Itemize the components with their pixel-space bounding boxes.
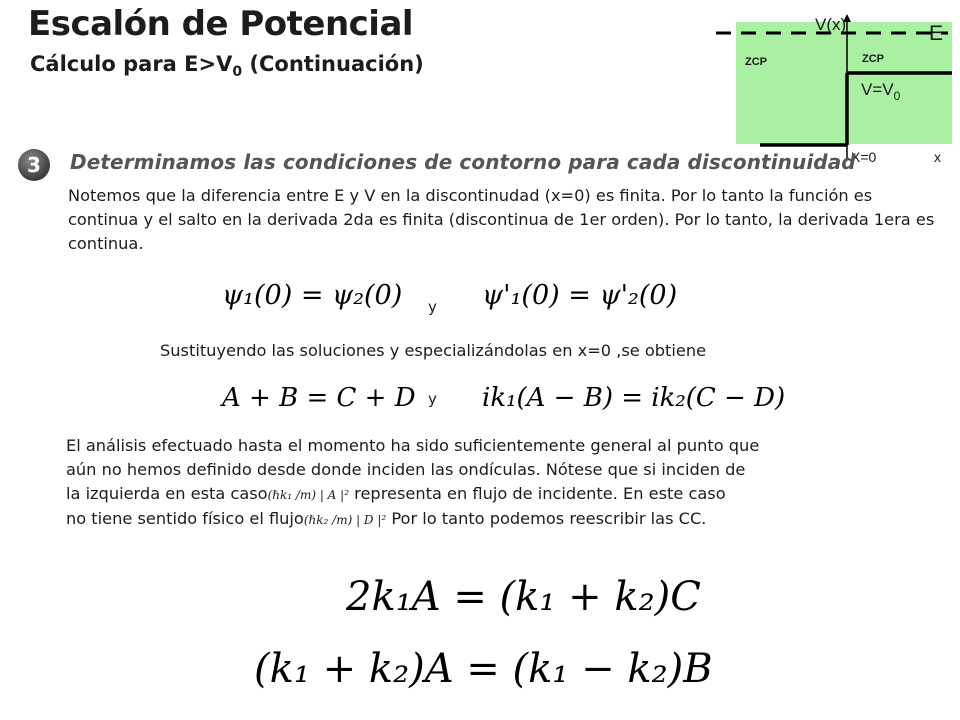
conjunction-y-2: y (428, 390, 437, 408)
flux-line-4b: Por lo tanto podemos reescribir las CC. (386, 509, 707, 528)
equation-derivative-amplitudes: ik₁(A − B) = ik₂(C − D) (482, 383, 786, 413)
paragraph-substitution: Sustituyendo las soluciones y especializándolas en x=0 ,se obtiene (160, 341, 707, 360)
conjunction-y-1: y (428, 298, 437, 316)
zcp-region (736, 22, 952, 144)
flux-line-3a: la izquierda en esta caso (66, 484, 268, 503)
incident-flux-expression: (ℏk₁ /m) | A |² (267, 488, 350, 502)
page-title: Escalón de Potencial (28, 4, 414, 44)
equation-amplitude-sum: A + B = C + D (222, 383, 416, 413)
flux-line-3b: representa en flujo de incidente. En este caso (349, 484, 726, 503)
equation-final-reflection: (k₁ + k₂)A = (k₁ − k₂)B (254, 646, 713, 692)
v-axis-label: V(x) (815, 15, 847, 34)
zcp-right-label: ZCP (862, 53, 884, 65)
zcp-left-label: ZCP (745, 56, 767, 68)
potential-step-diagram (712, 0, 960, 172)
energy-label: E (929, 22, 944, 45)
paragraph-continuity: Notemos que la diferencia entre E y V en la discontinudad (x=0) es finita. Por lo tanto la función es continua y el salto en la derivada 2da es finita (discontinua de 1er orden). Por lo tanto, la derivada 1era es continua. (68, 186, 935, 253)
flux-line-1: El análisis efectuado hasta el momento ha sido suficientemente general al punto que (66, 436, 760, 455)
equation-derivative-continuity: ψ'₁(0) = ψ'₂(0) (482, 280, 678, 311)
x0-label: X=0 (851, 149, 877, 165)
v0-label-main: V=V (861, 80, 894, 99)
step-heading: Determinamos las condiciones de contorno para cada discontinuidad (70, 150, 856, 174)
paragraph-flux-analysis (66, 434, 846, 532)
flux-line-4 (66, 507, 846, 532)
page-subtitle (30, 52, 424, 80)
x-axis-label: x (934, 149, 941, 165)
equation-final-transmission: 2k₁A = (k₁ + k₂)C (346, 574, 701, 620)
subtitle-rest: (Continuación) (242, 52, 424, 76)
equation-psi-continuity: ψ₁(0) = ψ₂(0) (222, 280, 403, 311)
transmitted-flux-expression: (ℏk₂ /m) | D |² (303, 513, 387, 527)
flux-line-2: aún no hemos definido desde donde inciden las ondículas. Nótese que si inciden de (66, 460, 746, 479)
v0-label-sub: 0 (893, 89, 901, 103)
flux-line-3 (66, 482, 846, 507)
subtitle-main: Cálculo para E>V (30, 52, 233, 76)
flux-line-4a: no tiene sentido físico el flujo (66, 509, 304, 528)
step-number-badge: 3 (18, 149, 50, 181)
subtitle-sub: 0 (232, 64, 243, 81)
